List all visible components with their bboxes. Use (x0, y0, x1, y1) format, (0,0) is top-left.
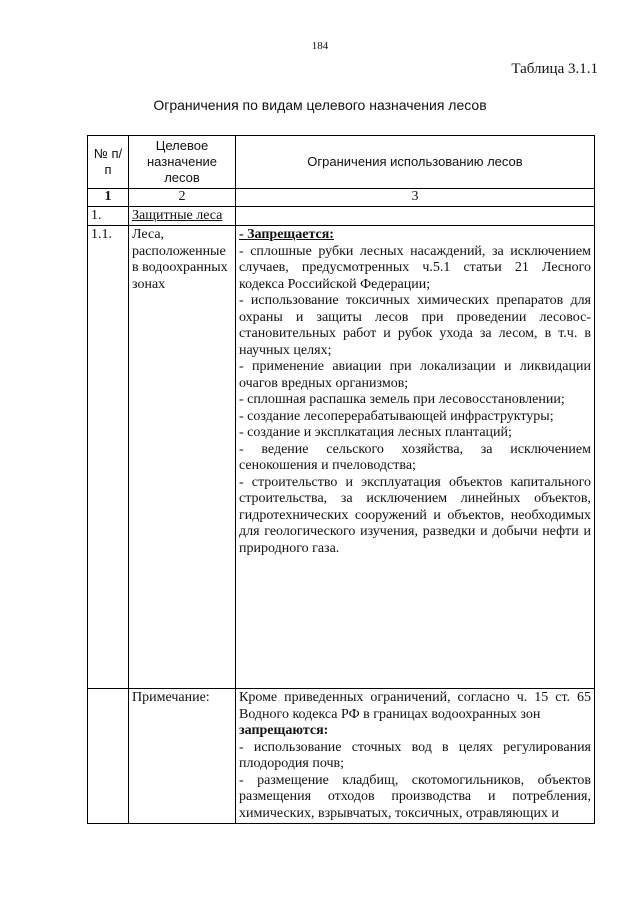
restriction-item: - применение авиации при локализации и ликвидации очагов вредных организмов; (239, 359, 591, 391)
restriction-item: - сплошная распашка земель при лесовосстановлении; (239, 392, 565, 408)
note-number-cell (88, 689, 129, 824)
section-empty-cell (236, 206, 595, 226)
header-restrictions: Ограничения использованию лесов (236, 136, 595, 189)
row-restrictions (236, 226, 595, 689)
header-number: № п/п (88, 136, 129, 189)
section-title: Защитные леса (129, 206, 236, 226)
column-number-row (88, 189, 595, 207)
page-number: 184 (311, 40, 329, 52)
restriction-item: - строительство и эксплуатация объектов капитального строительства, за исключением линейных объектов, гидротехнических сооружений и объектов, необходимых для геологического изучения, разведки и добычи нефти и природного газа. (239, 474, 591, 556)
restriction-item: - создание и эксплкатация лесных плантаций; (239, 425, 512, 441)
row-number: 1.1. (88, 226, 129, 689)
section-number: 1. (88, 206, 129, 226)
column-number-3: 3 (236, 189, 595, 207)
section-row (88, 206, 595, 226)
restriction-item: - ведение сельского хозяйства, за исключением сенокошения и пчеловодства; (239, 441, 591, 474)
note-text (236, 689, 595, 824)
note-intro: Кроме приведенных ограничений, согласно ч. 15 ст. 65 Водного кодекса РФ в границах водоохранных зон (239, 690, 591, 722)
column-number-2: 2 (129, 189, 236, 207)
note-item: - использование сточных вод в целях регулирования плодородия почв; (239, 739, 591, 772)
restriction-item: - сплошные рубки лесных насаждений, за исключением случаев, предусмотренных ч.5.1 статьи 21 Лесного кодекса Российской Федерации; (239, 243, 591, 292)
restriction-item: - создание лесоперерабатывающей инфраструктуры; (239, 408, 554, 424)
restrictions-table (87, 135, 595, 824)
restriction-item: - использование токсичных химических препаратов для охраны и защиты лесов при проведении лесовос-становительных работ и рубок ухода за лесом, в т.ч. в научных целях; (239, 293, 591, 358)
table-header-row (88, 136, 595, 189)
table-caption: Таблица 3.1.1 (511, 61, 598, 77)
note-label: Примечание: (129, 689, 236, 824)
table-title: Ограничения по видам целевого назначения лесов (153, 97, 487, 113)
note-item: - размещение кладбищ, скотомогильников, объектов размещения отходов производства и потребления, химических, взрывчатых, токсичных, отравляющих и (239, 772, 591, 821)
row-purpose: Леса, расположенные в водоохранных зонах (129, 226, 236, 689)
note-row (88, 689, 595, 824)
header-purpose: Целевое назначение лесов (129, 136, 236, 189)
note-heading: запрещаются: (239, 723, 329, 739)
column-number-1: 1 (88, 189, 129, 207)
restrictions-heading: - Запрещается: (239, 227, 334, 243)
table-row (88, 226, 595, 689)
